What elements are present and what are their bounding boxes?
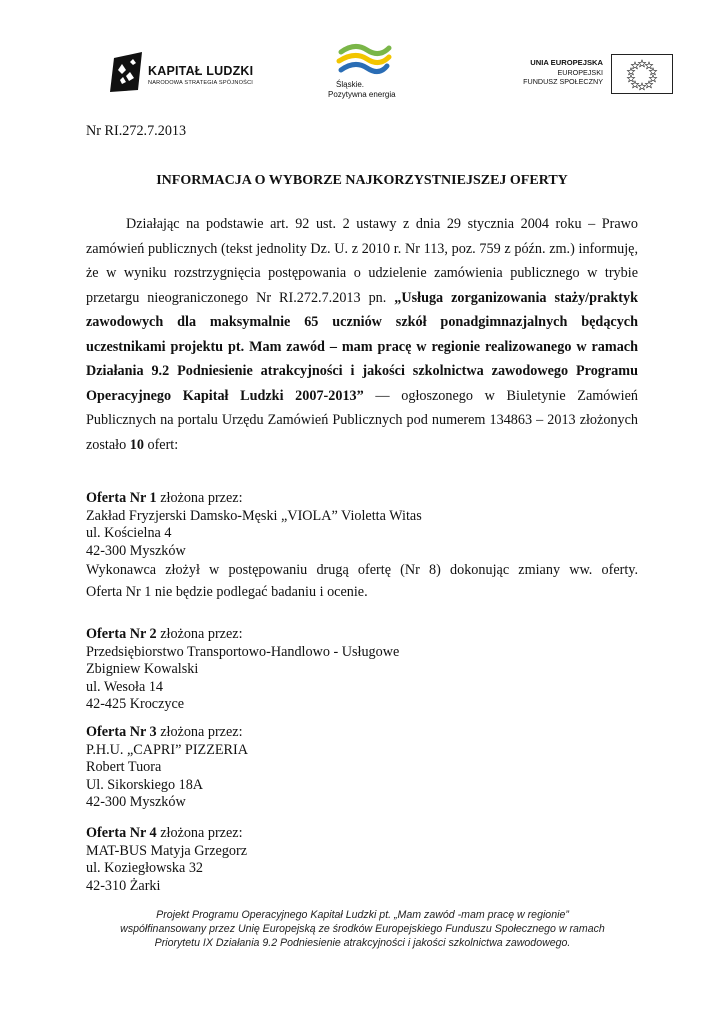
offer-4-line-2: ul. Koziegłowska 32: [86, 860, 204, 876]
intro-text-1: Działając na podstawie art. 92 ust. 2 ustawy z dnia 29 stycznia 2004 roku – Prawo zamówień publicznych (tekst jednolity Dz. U. z 2010 r. Nr 113, poz. 759 z późn. zm.) informuję, że w wyniku rozstrzygnięcia postępowania o udzielenie zamówienia publicznego w trybie przetargu nieograniczonego Nr RI.272.7.2013 pn.: [86, 216, 638, 306]
intro-project-title: „Usługa zorganizowania staży/praktyk zawodowych dla maksymalnie 65 uczniów szkół ponadgimnazjalnych będących uczestnikami projektu pt. Mam zawód – mam pracę w regionie realizowanego w ramach Działania 9.2 Podniesienie atrakcyjności i jakości szkolnictwa zawodowego Programu Operacyjnego Kapitał Ludzki 2007-2013”: [86, 289, 638, 404]
offer-4-line-3: 42-310 Żarki: [86, 877, 161, 894]
offer-3: [86, 724, 638, 812]
kapital-ludzki-emblem-icon: [108, 50, 144, 94]
offer-3-submitted-by: złożona przez:: [156, 724, 243, 740]
offer-1-note-2: Oferta Nr 1 nie będzie podlegać badaniu i ocenie.: [86, 584, 368, 600]
footer-line-2: współfinansowany przez Unię Europejską ze środków Europejskiego Funduszu Społecznego w ramach: [120, 923, 605, 935]
offer-4-label: Oferta Nr 4: [86, 825, 157, 841]
offer-1-submitted-by: złożona przez:: [156, 490, 243, 506]
eu-logo: [488, 54, 678, 94]
eu-flag: [611, 54, 673, 94]
slaskie-waves-icon: [333, 42, 393, 78]
offer-2-line-4: 42-425 Kroczyce: [86, 696, 185, 712]
offer-2-line-2: Zbigniew Kowalski: [86, 661, 199, 677]
kapital-ludzki-subtitle: NARODOWA STRATEGIA SPÓJNOŚCI: [148, 80, 254, 86]
offer-1-label: Oferta Nr 1: [86, 490, 157, 506]
offer-1-line-1: Zakład Fryzjerski Damsko-Męski „VIOLA” Violetta Witas: [86, 507, 422, 524]
document-header: [0, 38, 725, 108]
intro-offer-count: 10: [129, 436, 144, 453]
eu-stars-icon: [612, 55, 672, 93]
eu-line-1: UNIA EUROPEJSKA: [530, 58, 603, 67]
document-footer: [60, 908, 665, 950]
offer-2-label: Oferta Nr 2: [86, 626, 157, 642]
offer-2-submitted-by: złożona przez:: [156, 626, 243, 642]
eu-text: [523, 58, 603, 87]
document-heading: INFORMACJA O WYBORZE NAJKORZYSTNIEJSZEJ OFERTY: [156, 173, 568, 188]
intro-text-3: ofert:: [143, 436, 179, 453]
offer-2: [86, 626, 638, 714]
offer-3-label: Oferta Nr 3: [86, 724, 157, 740]
offer-2-line-3: ul. Wesoła 14: [86, 678, 164, 695]
offer-3-line-4: 42-300 Myszków: [86, 794, 186, 810]
intro-text-2: — ogłoszonego w Biuletynie Zamówień Publicznych na portalu Urzędu Zamówień Publicznych pod numerem 134863 – 2013 złożonych zostało: [86, 387, 638, 453]
slaskie-name: Śląskie.: [336, 80, 365, 89]
footer-line-1: Projekt Programu Operacyjnego Kapitał Ludzki pt. „Mam zawód -mam pracę w regionie”: [156, 909, 569, 921]
eu-line-3: FUNDUSZ SPOŁECZNY: [523, 77, 603, 87]
kapital-ludzki-title: KAPITAŁ LUDZKI: [148, 64, 254, 78]
offer-4-submitted-by: złożona przez:: [156, 825, 243, 841]
offer-1-line-2: ul. Kościelna 4: [86, 525, 172, 541]
offer-3-line-3: Ul. Sikorskiego 18A: [86, 776, 204, 793]
eu-line-2: EUROPEJSKI: [557, 67, 603, 77]
offer-3-line-2: Robert Tuora: [86, 759, 162, 775]
offer-1-note-1: Wykonawca złożył w postępowaniu drugą ofertę (Nr 8) dokonując zmiany ww. oferty.: [86, 562, 638, 578]
offer-1: [86, 490, 638, 604]
offer-3-line-1: P.H.U. „CAPRI” PIZZERIA: [86, 741, 248, 758]
document-reference: Nr RI.272.7.2013: [86, 123, 187, 139]
offer-1-line-3: 42-300 Myszków: [86, 542, 186, 559]
offer-2-line-1: Przedsiębiorstwo Transportowo-Handlowo - Usługowe: [86, 643, 400, 660]
document-intro: [86, 212, 638, 457]
offer-4-line-1: MAT-BUS Matyja Grzegorz: [86, 842, 248, 859]
slaskie-tagline: Pozytywna energia: [328, 90, 396, 99]
offer-4: [86, 825, 638, 895]
kapital-ludzki-logo: [108, 50, 278, 94]
footer-line-3: Priorytetu IX Działania 9.2 Podniesienie atrakcyjności i jakości szkolnictwa zawodowego.: [154, 937, 571, 949]
slaskie-logo: [318, 42, 408, 102]
